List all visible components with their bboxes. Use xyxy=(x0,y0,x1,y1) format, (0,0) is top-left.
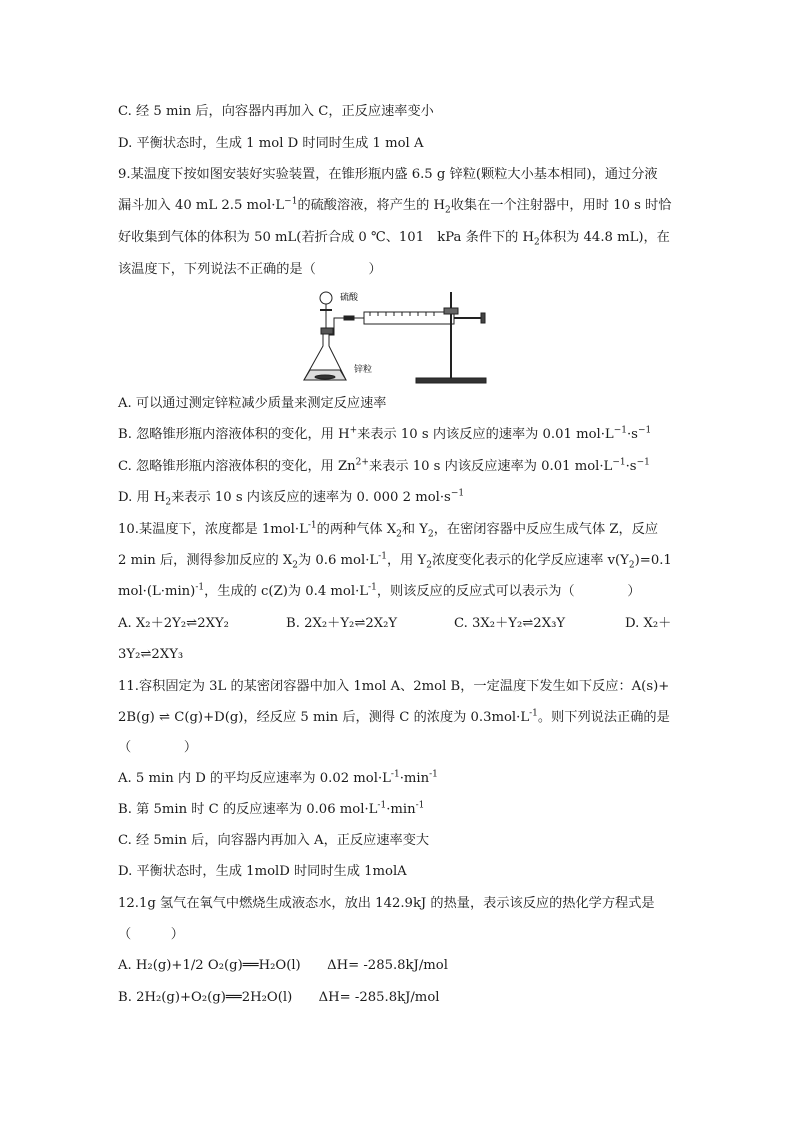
q8-option-d: D. 平衡状态时，生成 1 mol D 时同时生成 1 mol A xyxy=(118,136,424,151)
q11-option-d: D. 平衡状态时，生成 1molD 时同时生成 1molA xyxy=(118,864,407,879)
q12-option-b: B. 2H₂(g)+O₂(g)══2H₂O(l) ΔH= -285.8kJ/mol xyxy=(118,990,440,1005)
q9-option-a: A. 可以通过测定锌粒减少质量来测定反应速率 xyxy=(118,396,387,411)
q12-stem-line2: （ ） xyxy=(118,927,184,942)
q9-stem-line1: 9.某温度下按如图安装好实验装置，在锥形瓶内盛 6.5 g 锌粒(颗粒大小基本相同)，通过分液 xyxy=(118,167,658,182)
q9-option-b: B. 忽略锥形瓶内溶液体积的变化，用 H+来表示 10 s 内该反应的速率为 0.01 $mol\cdot L^{-1}\cdot s^{-1}$ xyxy=(118,425,652,442)
ring-stand-base xyxy=(416,378,486,383)
q11-stem-line1: 11.容积固定为 3L 的某密闭容器中加入 1mol A、2mol B，一定温度下发生如下反应：A(s)+ xyxy=(118,679,670,694)
q10-option-a: A. X₂＋2Y₂⇌2XY₂ xyxy=(118,616,229,631)
q10-stem-line1: 10.某温度下，浓度都是 $1mol\cdot L^{-1}$的两种气体 $X_2$和 $Y_2$，在密闭容器中反应生成气体 Z，反应 xyxy=(118,520,659,540)
q9-option-c: C. 忽略锥形瓶内溶液体积的变化，用 $Zn^{2+}$来表示 10 s 内该反应速率为 0.01 $mol\cdot L^{-1}\cdot s^{-1}$ xyxy=(118,457,650,474)
q9-option-d: D. 用 $H_2$来表示 10 s 内该反应的速率为 0. 000 2 $mol\cdot s^{-1}$ xyxy=(118,488,465,508)
figure-label-zinc: 锌粒 xyxy=(354,365,373,375)
q9-stem-line2: 漏斗加入 40 mL 2.5 $mol\cdot L^{-1}$的硫酸溶液，将产生的 $H_2$收集在一个注射器中，用时 10 s 时恰 xyxy=(118,196,672,216)
q11-option-a: A. 5 min 内 D 的平均反应速率为 0.02 $mol\cdot L^{-1}\cdot\min^{-1}$ xyxy=(118,769,438,786)
q11-option-b: B. 第 5min 时 C 的反应速率为 0.06 $mol\cdot L^{-1}\cdot\min^{-1}$ xyxy=(118,800,425,817)
q11-stem-line2: 2B(g) ⇌ C(g)+D(g)，经反应 5 min 后，测得 C 的浓度为 $0.3mol\cdot L^{-1}$。则下列说法正确的是 xyxy=(118,708,670,725)
q11-stem-line3: （ ） xyxy=(118,740,198,755)
q10-option-c: C. 3X₂＋Y₂⇌2X₃Y xyxy=(454,616,566,631)
q9-stem-line3: 好收集到气体的体积为 50 mL(若折合成 0 ℃、101 kPa 条件下的 $H_2$体积为 44.8 mL)，在 xyxy=(118,230,670,248)
q8-option-c: C. 经 5 min 后，向容器内再加入 C，正反应速率变小 xyxy=(118,104,434,119)
figure-label-acid: 硫酸 xyxy=(340,293,359,303)
q12-stem-line1: 12.1g 氢气在氧气中燃烧生成液态水，放出 142.9kJ 的热量，表示该反应的热化学方程式是 xyxy=(118,896,655,911)
q10-stem-line2: 2 min 后，测得参加反应的 $X_2$为 0.6 $mol\cdot L^{-1}$，用 $Y_2$浓度变化表示的化学反应速率 $v(Y_2)=0.1$ xyxy=(118,551,672,571)
zinc-granules xyxy=(315,375,335,379)
q10-option-d: D. X₂＋ xyxy=(625,616,672,631)
q10-option-b: B. 2X₂＋Y₂⇌2X₂Y xyxy=(286,616,398,631)
funnel-bulb xyxy=(320,292,332,304)
q10-option-d-cont: 3Y₂⇌2XY₃ xyxy=(118,647,184,662)
q12-option-a: A. H₂(g)+1/2 O₂(g)══H₂O(l) ΔH= -285.8kJ/mol xyxy=(118,958,448,973)
q9-stem-line4: 该温度下，下列说法不正确的是（ ） xyxy=(118,262,382,277)
q10-stem-line3: $mol\cdot(L\cdot\min)^{-1}$，生成的 c(Z)为 0.4 $mol\cdot L^{-1}$，则该反应的反应式可以表示为（ ） xyxy=(118,582,641,599)
lab-apparatus-figure xyxy=(296,288,496,388)
q11-option-c: C. 经 5min 后，向容器内再加入 A，正反应速率变大 xyxy=(118,833,430,848)
